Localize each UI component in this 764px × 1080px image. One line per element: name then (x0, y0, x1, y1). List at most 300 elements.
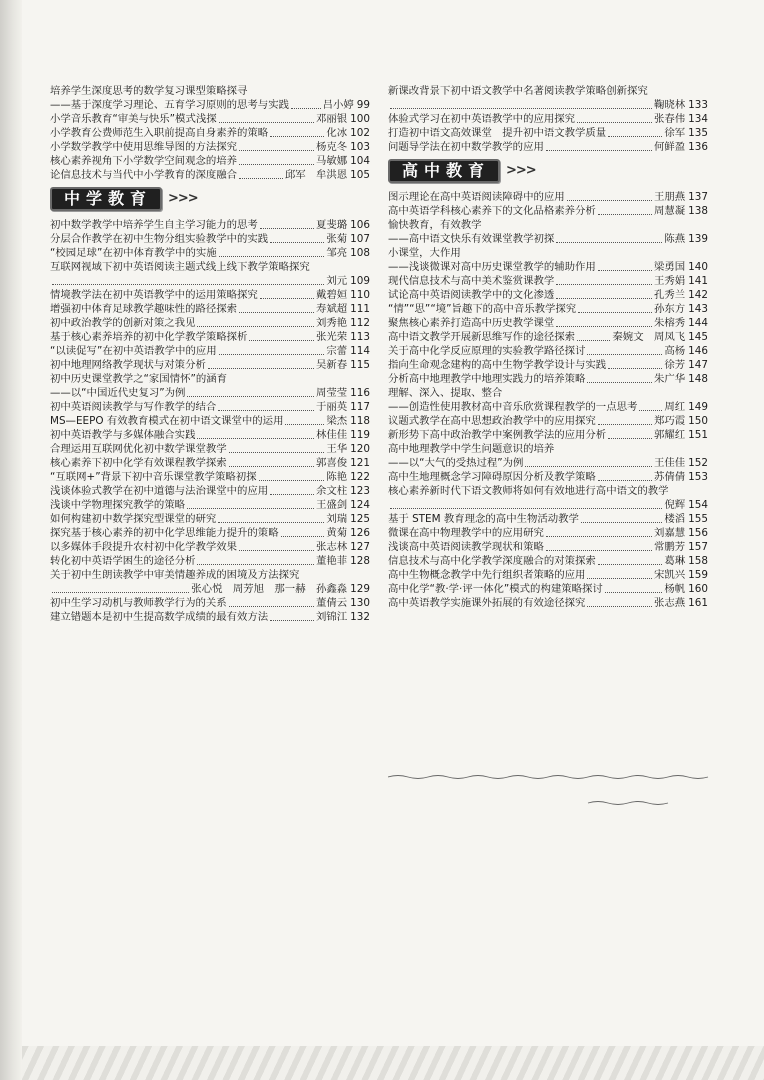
toc-entry[interactable] (50, 218, 370, 232)
toc-entry[interactable] (388, 98, 708, 112)
entry-title: 新形势下高中政治教学中案例教学法的应用分析 (388, 429, 607, 441)
entry-page-number: 152 (688, 457, 708, 469)
entry-page-number: 124 (350, 499, 370, 511)
entry-page-number: 145 (688, 331, 708, 343)
entry-title: 高中生物概念教学中先行组织者策略的应用 (388, 569, 586, 581)
entry-page-number: 148 (688, 373, 708, 385)
entry-title: 浅谈体验式教学在初中道德与法治课堂中的应用 (50, 485, 269, 497)
section-arrows-icon: >>> (506, 163, 536, 178)
entry-page-number: 136 (688, 141, 708, 153)
entry-title: 高中化学“教·学·评一体化”模式的构建策略探讨 (388, 583, 603, 595)
entry-author-page (326, 526, 370, 540)
entry-author: 郭喜俊 (315, 457, 348, 469)
right-block-1 (388, 84, 708, 154)
toc-entry[interactable] (50, 428, 370, 442)
entry-author: 孔秀兰 (653, 289, 686, 301)
entry-author-page (664, 126, 708, 140)
entry-title: 浅谈中学物理探究教学的策略 (50, 499, 186, 511)
toc-entry[interactable] (50, 288, 370, 302)
dot-leader (285, 423, 324, 425)
entry-page-number: 143 (688, 303, 708, 315)
toc-entry[interactable] (50, 610, 370, 624)
entry-author-page (654, 596, 708, 610)
toc-entry[interactable] (388, 260, 708, 274)
toc-entry[interactable] (50, 232, 370, 246)
entry-author-page (654, 204, 708, 218)
dot-leader (581, 521, 662, 523)
entry-author-page (664, 512, 708, 526)
toc-entry[interactable] (50, 498, 370, 512)
toc-entry[interactable] (388, 372, 708, 386)
entry-page-number: 132 (350, 611, 370, 623)
toc-entry[interactable] (50, 596, 370, 610)
entry-author: 董倩云 (315, 597, 348, 609)
toc-heading: 新课改背景下初中语文教学中名著阅读教学策略创新探究 (388, 85, 648, 97)
dot-leader (229, 451, 325, 453)
entry-author-page (654, 568, 708, 582)
page-binding (0, 0, 22, 1080)
entry-title: 基于 STEM 教育理念的高中生物活动教学 (388, 513, 579, 525)
dot-leader (239, 163, 314, 165)
entry-title: 初中生学习动机与教师教学行为的关系 (50, 597, 227, 609)
entry-author-page (654, 190, 708, 204)
toc-entry[interactable] (50, 274, 370, 288)
toc-entry[interactable] (388, 568, 708, 582)
entry-author-page (326, 512, 370, 526)
dot-leader (608, 367, 662, 369)
toc-entry[interactable] (388, 596, 708, 610)
entry-author-page (654, 470, 708, 484)
entry-page-number: 147 (688, 359, 708, 371)
entry-author: 邹亮 (326, 247, 348, 259)
dot-leader (556, 297, 652, 299)
entry-author: 葛琳 (664, 555, 686, 567)
dot-leader (525, 465, 652, 467)
entry-author: 倪辉 (664, 499, 686, 511)
entry-title: 信息技术与高中化学教学深度融合的对策探索 (388, 555, 596, 567)
entry-author: 高杨 (664, 345, 686, 357)
entry-page-number: 146 (688, 345, 708, 357)
entry-title: ——以“大气的受热过程”为例 (388, 457, 524, 469)
entry-author-page (654, 260, 708, 274)
entry-author: 苏倩倩 (653, 471, 686, 483)
toc-entry[interactable] (388, 232, 708, 246)
dot-leader (239, 149, 314, 151)
left-block-2 (50, 218, 370, 624)
entry-page-number: 112 (350, 317, 370, 329)
toc-entry[interactable] (50, 126, 370, 140)
toc-entry[interactable] (50, 112, 370, 126)
entry-author: 林佳佳 (315, 429, 348, 441)
dot-leader (218, 521, 324, 523)
toc-entry[interactable] (50, 140, 370, 154)
entry-author-page (191, 582, 370, 596)
toc-entry[interactable] (50, 344, 370, 358)
toc-entry[interactable] (388, 190, 708, 204)
entry-author-page (316, 428, 370, 442)
entry-author-page (664, 400, 708, 414)
toc-entry[interactable] (388, 582, 708, 596)
dot-leader (229, 465, 314, 467)
dot-leader (587, 381, 652, 383)
dot-leader (598, 213, 652, 215)
entry-title: 以多媒体手段提升农村初中化学教学效果 (50, 541, 238, 553)
entry-author-page (316, 358, 370, 372)
entry-author-page (316, 610, 370, 624)
toc-entry[interactable] (388, 428, 708, 442)
dot-leader (270, 135, 324, 137)
entry-page-number: 104 (350, 155, 370, 167)
entry-page-number: 116 (350, 387, 370, 399)
toc-entry[interactable] (50, 470, 370, 484)
entry-title: 合理运用互联网优化初中数学课堂教学 (50, 443, 227, 455)
entry-author-page (654, 316, 708, 330)
entry-page-number: 103 (350, 141, 370, 153)
entry-author-page (316, 112, 370, 126)
entry-author-page (316, 484, 370, 498)
toc-entry[interactable] (50, 330, 370, 344)
dot-leader (390, 507, 662, 509)
entry-author: 于丽英 (315, 401, 348, 413)
entry-author: 吕小婷 (322, 99, 354, 111)
dot-leader (546, 549, 652, 551)
dot-leader (578, 311, 652, 313)
entry-title: 初中英语教学与多媒体融合实践 (50, 429, 196, 441)
entry-author-page (316, 218, 370, 232)
dot-leader (219, 255, 325, 257)
toc-entry[interactable] (50, 386, 370, 400)
toc-entry[interactable] (388, 126, 708, 140)
dot-leader (270, 619, 314, 621)
dot-leader (52, 591, 189, 593)
entry-title: MS—EEPO 有效教育模式在初中语文课堂中的运用 (50, 415, 284, 427)
toc-entry[interactable] (388, 204, 708, 218)
toc-entry[interactable] (50, 414, 370, 428)
entry-page-number: 107 (350, 233, 370, 245)
entry-title: 微课在高中物理教学中的应用研究 (388, 527, 544, 539)
entry-author: 夏斐璐 (315, 219, 348, 231)
entry-title: 试论高中英语阅读教学中的文化渗透 (388, 289, 555, 301)
entry-author: 张光荣 (315, 331, 348, 343)
toc-entry[interactable] (50, 98, 370, 112)
entry-author: 刘嘉慧 (653, 527, 686, 539)
dot-leader (556, 283, 652, 285)
entry-title: 初中英语阅读教学与写作教学的结合 (50, 401, 217, 413)
toc-entry[interactable] (388, 498, 708, 512)
dot-leader (598, 269, 652, 271)
entry-title: 初中地理网络教学现状与对策分析 (50, 359, 206, 371)
toc-heading: 小课堂，大作用 (388, 247, 461, 259)
entry-page-number: 140 (688, 261, 708, 273)
dot-leader (239, 177, 283, 179)
entry-title: 指向生命观念建构的高中生物学教学设计与实践 (388, 359, 607, 371)
dot-leader (219, 121, 314, 123)
entry-page-number: 125 (350, 513, 370, 525)
entry-page-number: 149 (688, 401, 708, 413)
toc-entry[interactable] (50, 168, 370, 182)
entry-page-number: 135 (688, 127, 708, 139)
dot-leader (208, 367, 314, 369)
dot-leader (197, 437, 314, 439)
toc-entry[interactable] (50, 358, 370, 372)
dot-leader (218, 409, 314, 411)
toc-entry[interactable] (388, 414, 708, 428)
entry-page-number: 111 (350, 303, 370, 315)
dot-leader (197, 563, 314, 565)
entry-page-number: 113 (350, 331, 370, 343)
entry-author: 郑巧霞 (653, 415, 686, 427)
entry-author-page (316, 140, 370, 154)
toc-heading: 核心素养新时代下语文教师将如何有效地进行高中语文的教学 (388, 485, 669, 497)
toc-entry[interactable] (388, 456, 708, 470)
entry-page-number: 150 (688, 415, 708, 427)
entry-page-number: 161 (688, 597, 708, 609)
entry-page-number: 115 (350, 359, 370, 371)
entry-author: 寿斌超 (315, 303, 348, 315)
entry-title: 探究基于核心素养的初中化学思维能力提升的策略 (50, 527, 279, 539)
entry-title: 问题导学法在初中数学教学的应用 (388, 141, 544, 153)
toc-entry[interactable] (50, 442, 370, 456)
entry-author: 张春伟 (653, 113, 686, 125)
entry-author: 王华 (326, 443, 348, 455)
entry-title: 转化初中英语学困生的途径分析 (50, 555, 196, 567)
entry-title: 如何构建初中数学探究型课堂的研究 (50, 513, 217, 525)
dot-leader (281, 535, 325, 537)
entry-page-number: 127 (350, 541, 370, 553)
toc-entry[interactable] (388, 540, 708, 554)
entry-author: 刘元 (326, 275, 348, 287)
entry-page-number: 122 (350, 471, 370, 483)
dot-leader (605, 591, 663, 593)
toc-entry[interactable] (50, 246, 370, 260)
section-badge: 中学教育 (50, 187, 162, 211)
toc-heading: 理解、深入、提取、整合 (388, 387, 503, 399)
toc-entry[interactable] (50, 456, 370, 470)
dot-leader (598, 479, 652, 481)
entry-page-number: 106 (350, 219, 370, 231)
dot-leader (239, 549, 314, 551)
toc-entry[interactable] (50, 526, 370, 540)
entry-page-number: 114 (350, 345, 370, 357)
entry-title: 分析高中地理教学中地理实践力的培养策略 (388, 373, 586, 385)
toc-entry[interactable] (388, 112, 708, 126)
toc-entry[interactable] (50, 154, 370, 168)
toc-entry[interactable] (50, 512, 370, 526)
entry-author-page (316, 154, 370, 168)
entry-title: 打造初中语文高效课堂 提升初中语文教学质量 (388, 127, 607, 139)
entry-title: 小学数学教学中使用思维导图的方法探究 (50, 141, 238, 153)
entry-page-number: 126 (350, 527, 370, 539)
entry-page-number: 130 (350, 597, 370, 609)
entry-author: 化冰 (326, 127, 348, 139)
toc-heading: 初中历史课堂教学之“家国情怀”的涵育 (50, 373, 228, 385)
toc-entry[interactable] (388, 302, 708, 316)
entry-author-page (326, 442, 370, 456)
toc-entry[interactable] (388, 274, 708, 288)
entry-page-number: 157 (688, 541, 708, 553)
toc-entry[interactable] (388, 344, 708, 358)
entry-page-number: 155 (688, 513, 708, 525)
section-header-middle-school (50, 184, 370, 214)
entry-author: 徐军 (664, 127, 686, 139)
dot-leader (260, 227, 314, 229)
toc-entry[interactable] (50, 540, 370, 554)
entry-author-page (316, 302, 370, 316)
entry-author: 刘锦江 (315, 611, 348, 623)
toc-entry[interactable] (50, 582, 370, 596)
toc-entry[interactable] (388, 330, 708, 344)
entry-author: 秦婉文 周凤飞 (612, 331, 686, 343)
entry-title: 体验式学习在初中英语教学中的应用探究 (388, 113, 576, 125)
entry-author: 刘秀艳 (315, 317, 348, 329)
dot-leader (197, 325, 314, 327)
dot-leader (239, 311, 314, 313)
dot-leader (567, 199, 652, 201)
entry-page-number: 119 (350, 429, 370, 441)
entry-page-number: 158 (688, 555, 708, 567)
entry-title: 论信息技术与当代中小学教育的深度融合 (50, 169, 238, 181)
entry-title: 聚焦核心素养打造高中历史教学课堂 (388, 317, 555, 329)
entry-author-page (654, 414, 708, 428)
toc-entry[interactable] (388, 316, 708, 330)
dot-leader (219, 353, 325, 355)
toc-entry[interactable] (388, 288, 708, 302)
dot-leader (260, 297, 314, 299)
entry-author: 王朋燕 (653, 191, 686, 203)
entry-title: ——基于深度学习理论、五育学习原则的思考与实践 (50, 99, 289, 111)
entry-author-page (654, 302, 708, 316)
entry-author-page (326, 470, 370, 484)
entry-author: 刘瑞 (326, 513, 348, 525)
toc-entry[interactable] (50, 316, 370, 330)
entry-title: ——高中语文快乐有效课堂教学初探 (388, 233, 555, 245)
entry-page-number: 117 (350, 401, 370, 413)
dot-leader (608, 135, 662, 137)
entry-title: 议题式教学在高中思想政治教学中的应用探究 (388, 415, 596, 427)
entry-author-page (654, 288, 708, 302)
toc-heading: 高中地理教学中学生问题意识的培养 (388, 443, 555, 455)
toc-entry[interactable] (388, 358, 708, 372)
entry-page-number: 156 (688, 527, 708, 539)
entry-page-number: 118 (350, 415, 370, 427)
toc-entry[interactable] (50, 554, 370, 568)
entry-title: ——创造性使用教材高中音乐欣赏课程教学的一点思考 (388, 401, 638, 413)
entry-title: 图示理论在高中英语阅读障碍中的应用 (388, 191, 565, 203)
entry-author: 吴新春 (315, 359, 348, 371)
entry-page-number: 138 (688, 205, 708, 217)
entry-author: 张志燕 (653, 597, 686, 609)
entry-author-page (654, 372, 708, 386)
entry-author-page (316, 456, 370, 470)
entry-page-number: 142 (688, 289, 708, 301)
toc-heading: 愉快教育，有效教学 (388, 219, 482, 231)
dot-leader (546, 149, 652, 151)
entry-page-number: 134 (688, 113, 708, 125)
toc-entry[interactable] (388, 400, 708, 414)
entry-page-number: 102 (350, 127, 370, 139)
entry-author-page (654, 456, 708, 470)
entry-author: 戴碧姮 (315, 289, 348, 301)
entry-author: 杨帆 (664, 583, 686, 595)
entry-title: 增强初中体育足球教学趣味性的路径探索 (50, 303, 238, 315)
dot-leader (556, 325, 652, 327)
toc-entry[interactable] (50, 400, 370, 414)
toc-entry[interactable] (388, 512, 708, 526)
entry-page-number: 137 (688, 191, 708, 203)
toc-right-column (388, 84, 708, 610)
dot-leader (52, 283, 324, 285)
dot-leader (270, 493, 314, 495)
entry-author: 杨克冬 (315, 141, 348, 153)
entry-title: 核心素养下初中化学有效课程教学探索 (50, 457, 227, 469)
entry-page-number: 120 (350, 443, 370, 455)
dot-leader (187, 507, 314, 509)
entry-author-page (316, 554, 370, 568)
entry-title: 情境教学法在初中英语教学中的运用策略探究 (50, 289, 258, 301)
toc-entry[interactable] (388, 140, 708, 154)
entry-author-page (326, 246, 370, 260)
toc-heading: 互联网视域下初中英语阅读主题式线上线下教学策略探究 (50, 261, 310, 273)
entry-page-number: 144 (688, 317, 708, 329)
entry-author-page (316, 316, 370, 330)
entry-author: 周莹莹 (315, 387, 348, 399)
dot-leader (270, 241, 324, 243)
entry-title: 初中数学教学中培养学生自主学习能力的思考 (50, 219, 258, 231)
entry-author: 梁杰 (326, 415, 348, 427)
dot-leader (546, 535, 652, 537)
dot-leader (608, 437, 652, 439)
entry-author: 鞠晓林 (653, 99, 686, 111)
dot-leader (639, 409, 662, 411)
toc-entry[interactable] (388, 526, 708, 540)
entry-page-number: 133 (688, 99, 708, 111)
entry-author-page (664, 232, 708, 246)
dot-leader (259, 479, 325, 481)
toc-entry[interactable] (388, 554, 708, 568)
entry-page-number: 154 (688, 499, 708, 511)
entry-author-page (326, 274, 370, 288)
entry-author: 邓丽银 (315, 113, 348, 125)
toc-entry[interactable] (50, 302, 370, 316)
entry-title: ——以“中国近代史复习”为例 (50, 387, 186, 399)
toc-entry[interactable] (388, 470, 708, 484)
entry-author: 邱军 牟洪恩 (284, 169, 348, 181)
dot-leader (390, 107, 652, 109)
entry-author-page (654, 98, 708, 112)
entry-title: 核心素养视角下小学数学空间观念的培养 (50, 155, 238, 167)
toc-heading: 培养学生深度思考的数学复习课型策略探寻 (50, 85, 248, 97)
entry-author-page (654, 428, 708, 442)
entry-author: 马敏娜 (315, 155, 348, 167)
entry-page-number: 123 (350, 485, 370, 497)
entry-author-page (316, 400, 370, 414)
dot-leader (249, 339, 314, 341)
entry-author: 陈燕 (664, 233, 686, 245)
entry-title: 高中生地理概念学习障碍原因分析及教学策略 (388, 471, 596, 483)
entry-title: 分层合作教学在初中生物分组实验教学中的实践 (50, 233, 269, 245)
entry-author: 周红 (664, 401, 686, 413)
entry-page-number: 105 (350, 169, 370, 181)
toc-entry[interactable] (50, 484, 370, 498)
entry-title: 高中英语教学实施课外拓展的有效途径探究 (388, 597, 586, 609)
entry-title: 现代信息技术与高中美术鉴赏课教学 (388, 275, 555, 287)
entry-author: 孙东方 (653, 303, 686, 315)
section-arrows-icon: >>> (168, 191, 198, 206)
page-bottom-edge (22, 1046, 764, 1080)
entry-author: 梁勇国 (653, 261, 686, 273)
entry-author-page (285, 168, 370, 182)
entry-author-page (654, 526, 708, 540)
